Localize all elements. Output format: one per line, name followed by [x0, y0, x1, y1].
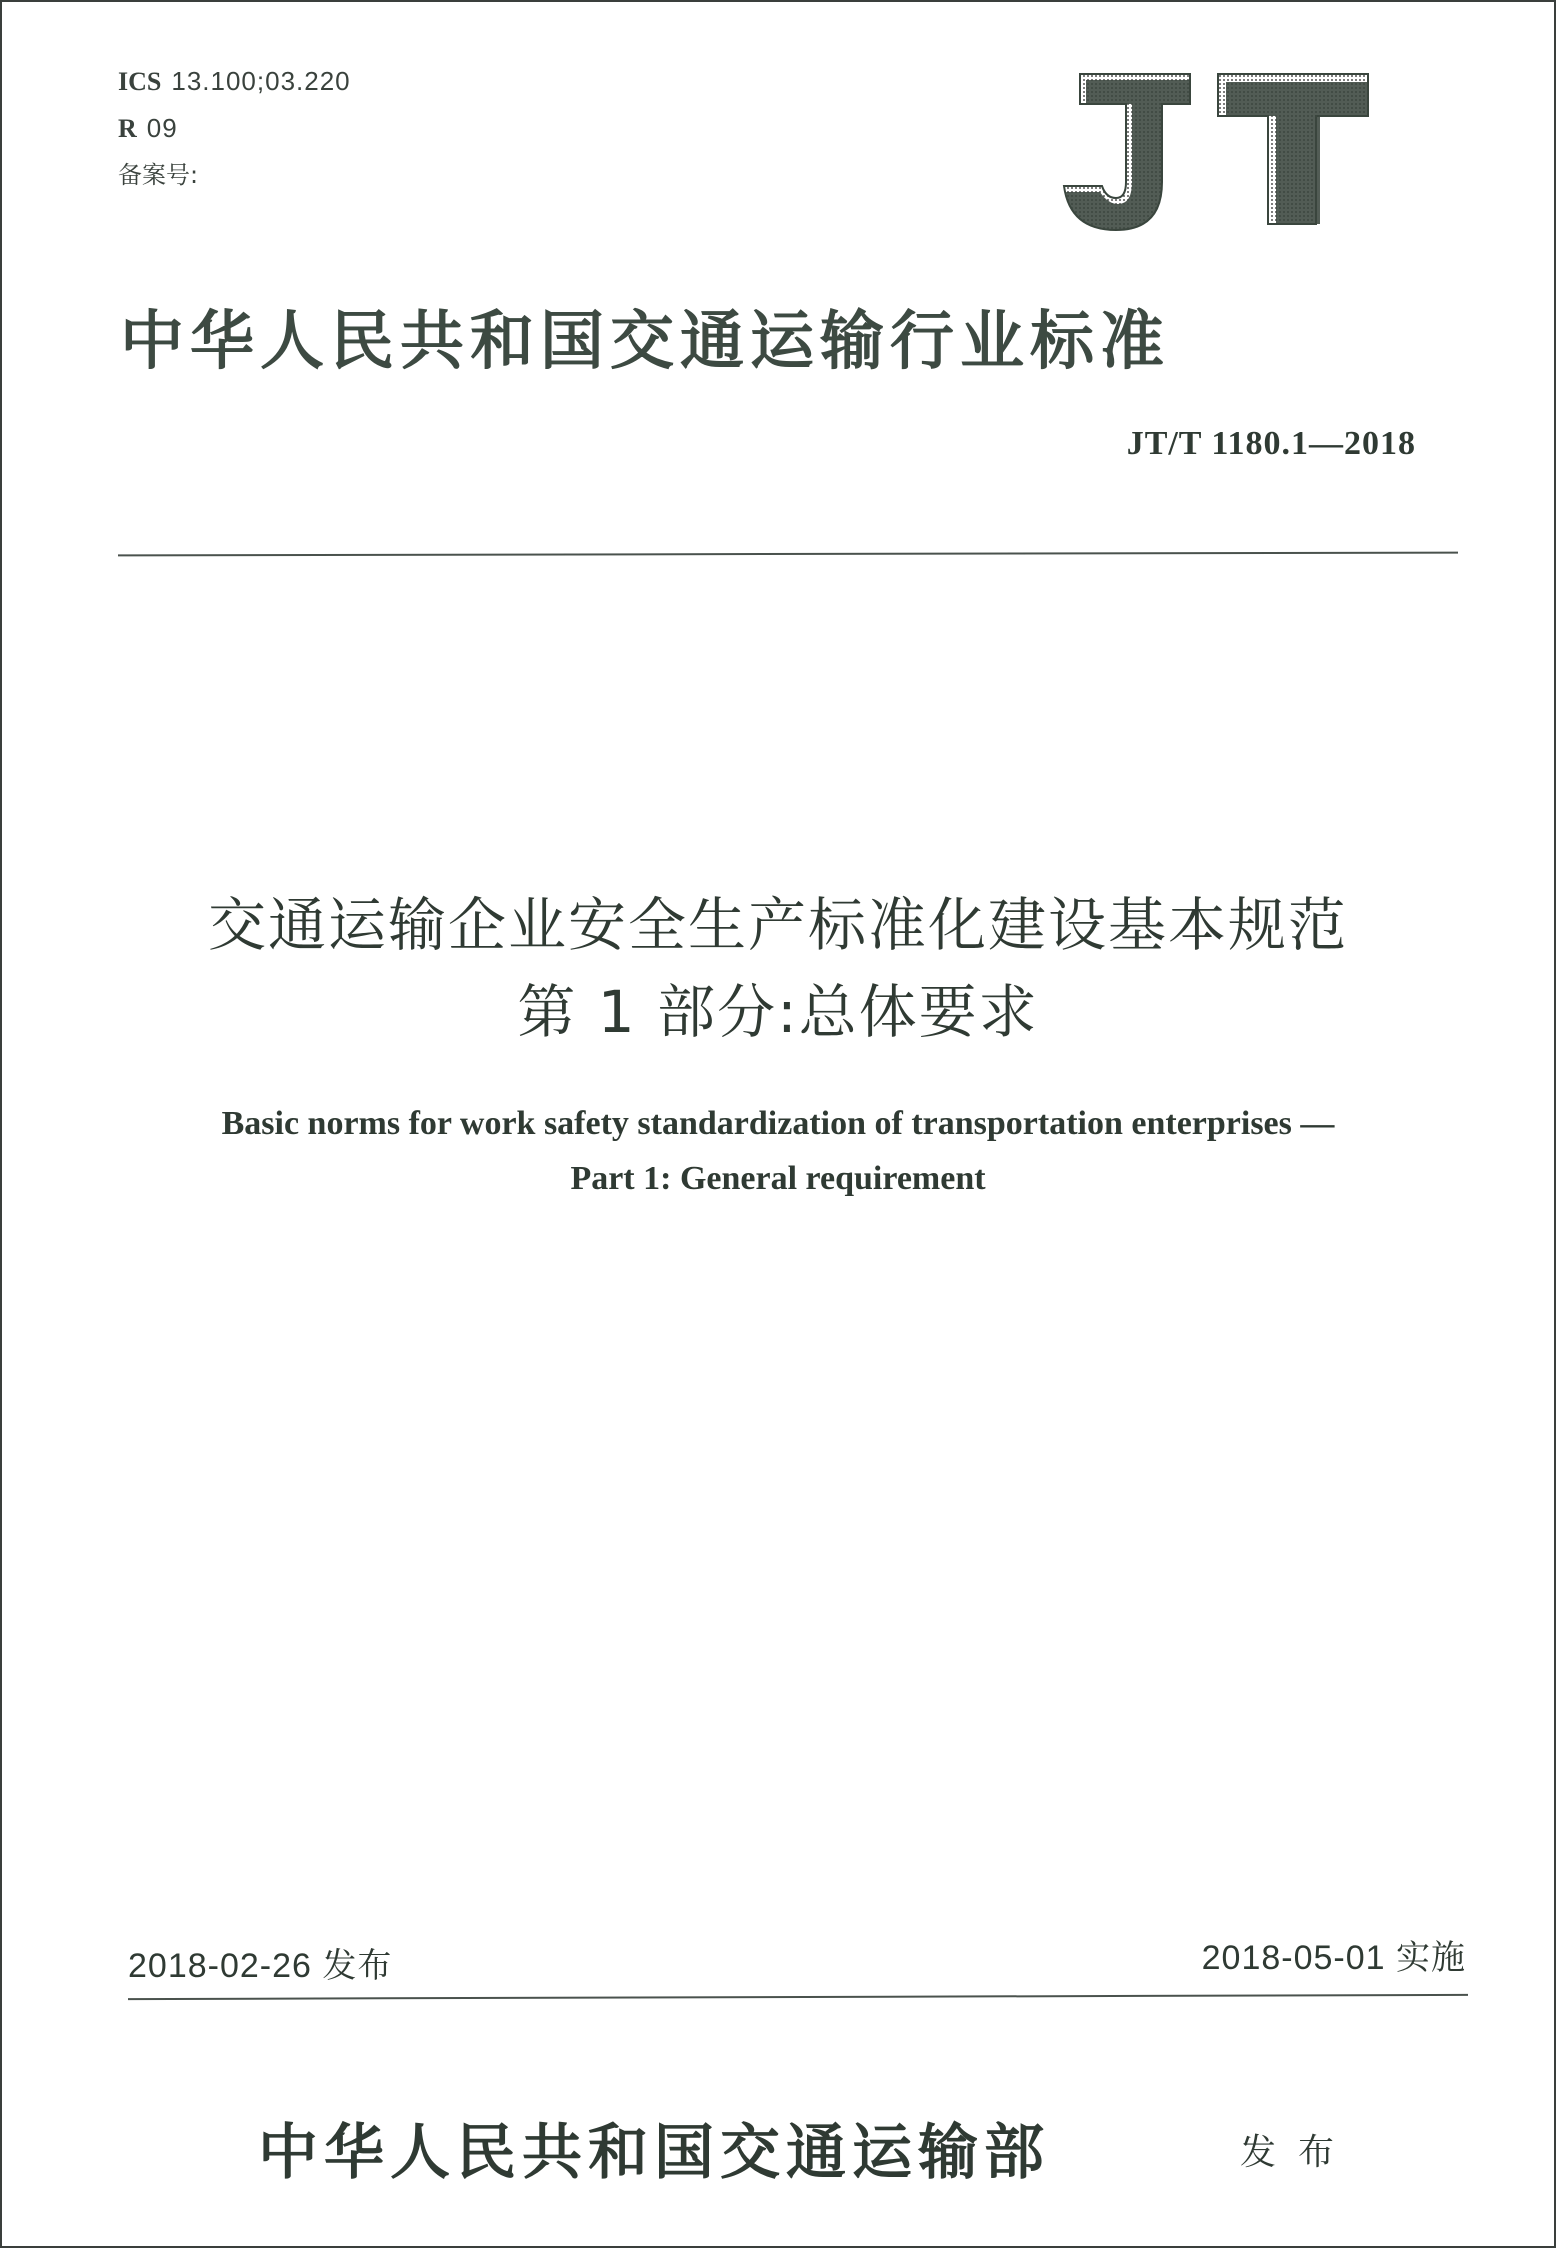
chinese-title-line-2: 第 1 部分:总体要求 [517, 978, 1039, 1046]
ics-line [118, 58, 351, 105]
logo-letter-j [1064, 74, 1190, 230]
r-value: 09 [146, 113, 178, 143]
filing-label: 备案号: [118, 161, 199, 189]
chinese-title-line-1: 交通运输企业安全生产标准化建设基本规范 [207, 891, 1348, 959]
english-title-line-2: Part 1: General requirement [570, 1160, 986, 1197]
ics-value: 13.100;03.220 [171, 66, 351, 96]
standard-number: JT/T 1180.1—2018 [1126, 425, 1416, 462]
issuing-ministry: 中华人民共和国交通运输部 [258, 2118, 1050, 2188]
r-label: R [118, 114, 137, 143]
issue-date: 2018-02-26 发布 [128, 1947, 393, 1985]
industry-standard-title: 中华人民共和国交通运输行业标准 [120, 304, 1170, 379]
publish-label: 发布 [1240, 2132, 1357, 2173]
jt-logo [1050, 70, 1370, 235]
ics-label: ICS [118, 67, 162, 96]
english-title-line-1: Basic norms for work safety standardization of transportation enterprises — [221, 1105, 1335, 1142]
implementation-date: 2018-05-01 实施 [1201, 1939, 1466, 1977]
logo-letter-t [1218, 74, 1368, 224]
r-line [118, 105, 351, 152]
classification-block [118, 58, 351, 198]
filing-line [118, 152, 351, 198]
